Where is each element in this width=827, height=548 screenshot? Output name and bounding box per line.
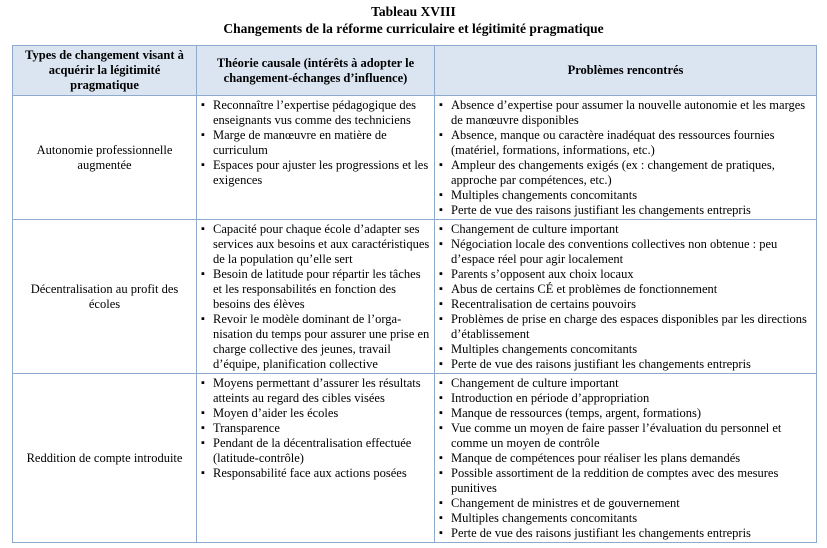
list-item: ▪ Multiples changements concomitants xyxy=(439,188,812,203)
theorie-list xyxy=(201,222,430,372)
problemes-list xyxy=(439,376,812,541)
theorie-list xyxy=(201,376,430,481)
change-type-cell: Reddition de compte introduite xyxy=(13,374,197,543)
list-item: ▪ Besoin de latitude pour répartir les tâches et les responsabilités en fonction des besoins des élèves xyxy=(201,267,430,312)
list-item: ▪ Recentralisation de certains pouvoirs xyxy=(439,297,812,312)
problemes-list xyxy=(439,98,812,218)
list-item: ▪ Abus de certains CÉ et problèmes de fonctionnement xyxy=(439,282,812,297)
list-item: ▪ Moyen d’aider les écoles xyxy=(201,406,430,421)
table-row xyxy=(13,374,817,543)
list-item: ▪ Ampleur des changements exigés (ex : changement de pratiques, approche par compétences, etc.) xyxy=(439,158,812,188)
list-item: ▪ Parents s’opposent aux choix locaux xyxy=(439,267,812,282)
theorie-cell xyxy=(197,96,435,220)
header-theorie: Théorie causale (intérêts à adopter le changement-échanges d’influence) xyxy=(197,46,435,96)
theorie-cell xyxy=(197,220,435,374)
list-item: ▪ Changement de culture important xyxy=(439,222,812,237)
list-item: ▪ Capacité pour chaque école d’adapter ses services aux besoins et aux caractéristiques de la population qu’elle sert xyxy=(201,222,430,267)
list-item: ▪ Reconnaître l’expertise pédagogique des enseignants vus comme des techniciens xyxy=(201,98,430,128)
change-type-cell: Décentralisation au profit des écoles xyxy=(13,220,197,374)
list-item: ▪ Problèmes de prise en charge des espaces disponibles par les directions d’établissement xyxy=(439,312,812,342)
theorie-cell xyxy=(197,374,435,543)
problemes-list xyxy=(439,222,812,372)
header-problemes: Problèmes rencontrés xyxy=(435,46,817,96)
list-item: ▪ Changement de ministres et de gouvernement xyxy=(439,496,812,511)
list-item: ▪ Perte de vue des raisons justifiant les changements entrepris xyxy=(439,357,812,372)
list-item: ▪ Absence d’expertise pour assumer la nouvelle autonomie et les marges de manœuvre disponibles xyxy=(439,98,812,128)
list-item: ▪ Marge de manœuvre en matière de curriculum xyxy=(201,128,430,158)
list-item: ▪ Perte de vue des raisons justifiant les changements entrepris xyxy=(439,526,812,541)
list-item: ▪ Manque de compétences pour réaliser les plans demandés xyxy=(439,451,812,466)
header-row xyxy=(13,46,817,96)
list-item: ▪ Manque de ressources (temps, argent, formations) xyxy=(439,406,812,421)
theorie-list xyxy=(201,98,430,188)
list-item: ▪ Négociation locale des conventions collectives non obtenue : peu d’espace réel pour agir localement xyxy=(439,237,812,267)
table-row xyxy=(13,96,817,220)
list-item: ▪ Perte de vue des raisons justifiant les changements entrepris xyxy=(439,203,812,218)
list-item: ▪ Pendant de la décentralisation effectuée (latitude-contrôle) xyxy=(201,436,430,466)
list-item: ▪ Espaces pour ajuster les progressions et les exigences xyxy=(201,158,430,188)
list-item: ▪ Multiples changements concomitants xyxy=(439,342,812,357)
list-item: ▪ Changement de culture important xyxy=(439,376,812,391)
list-item: ▪ Multiples changements concomitants xyxy=(439,511,812,526)
table-number: Tableau XVIII xyxy=(371,4,456,19)
list-item: ▪ Possible assortiment de la reddition de comptes avec des mesures punitives xyxy=(439,466,812,496)
list-item: ▪ Moyens permettant d’assurer les résultats atteints au regard des cibles visées xyxy=(201,376,430,406)
list-item: ▪ Vue comme un moyen de faire passer l’évaluation du personnel et comme un moyen de contrôle xyxy=(439,421,812,451)
list-item: ▪ Revoir le modèle dominant de l’organisation du temps pour assurer une prise en charge collective des jeunes, travail d’équipe, planification collective xyxy=(201,312,430,372)
header-types: Types de changement visant à acquérir la légitimité pragmatique xyxy=(13,46,197,96)
change-type-cell: Autonomie professionnelle augmentée xyxy=(13,96,197,220)
reform-table xyxy=(12,45,817,543)
problemes-cell xyxy=(435,374,817,543)
list-item: ▪ Transparence xyxy=(201,421,430,436)
problemes-cell xyxy=(435,220,817,374)
list-item: ▪ Introduction en période d’appropriation xyxy=(439,391,812,406)
list-item: ▪ Absence, manque ou caractère inadéquat des ressources fournies (matériel, formations, informations, etc.) xyxy=(439,128,812,158)
table-row xyxy=(13,220,817,374)
table-title: Changements de la réforme curriculaire et légitimité pragmatique xyxy=(223,21,604,36)
problemes-cell xyxy=(435,96,817,220)
list-item: ▪ Responsabilité face aux actions posées xyxy=(201,466,430,481)
